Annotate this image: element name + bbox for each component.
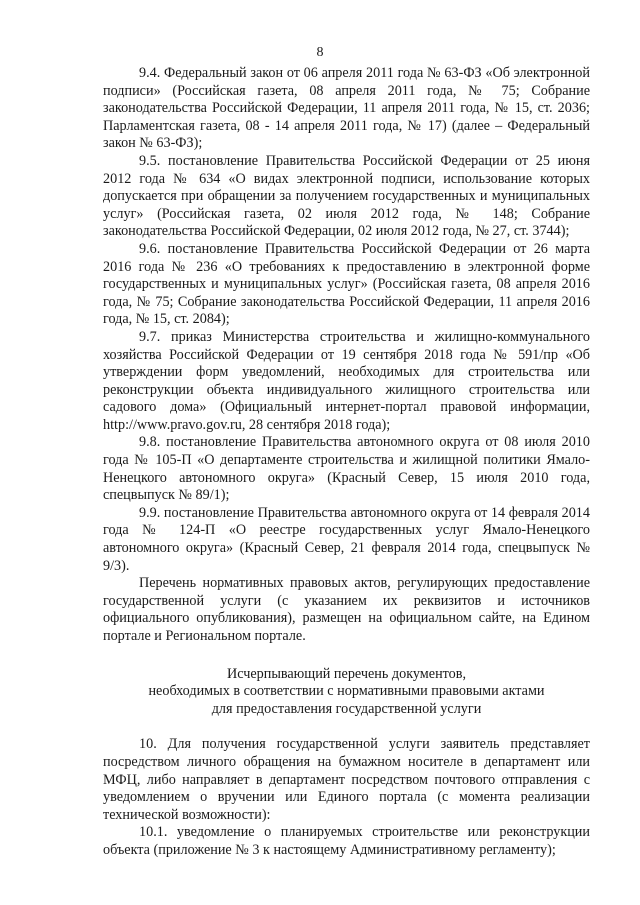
section-heading <box>103 666 590 719</box>
page-number: 8 <box>316 45 324 60</box>
clause-10-1: 10.1. уведомление о планируемых строительстве или реконструкции объекта (приложение № 3 к настоящему Административному регламенту); <box>103 824 590 858</box>
clause-9-7: 9.7. приказ Министерства строительства и жилищно-коммунального хозяйства Российской Федерации от 19 сентября 2018 года № 591/пр «Об утверждении форм уведомлений, необходимых для строительства или реконструкции объекта индивидуального жилищного строительства или садового дома» (Официальный интернет-портал правовой информации, http://www.pravo.gov.ru, 28 сентября 2018 года); <box>103 328 590 433</box>
clause-9-8: 9.8. постановление Правительства автономного округа от 08 июля 2010 года № 105-П «О департаменте строительства и жилищной политики Ямало-Ненецкого автономного округа» (Красный Север, 15 июля 2010 года, спецвыпуск № 89/1); <box>103 434 590 504</box>
clause-10: 10. Для получения государственной услуги заявитель представляет посредством личного обращения на бумажном носителе в департамент или МФЦ, либо направляет в департамент посредством почтового отправления с уведомлением о вручении или Единого портала (с момента реализации технической возможности): <box>103 736 590 823</box>
document-body <box>103 65 590 860</box>
clause-9-5: 9.5. постановление Правительства Российской Федерации от 25 июня 2012 года № 634 «О видах электронной подписи, использование которых допускается при обращении за получением государственных и муниципальных услуг» (Российская газета, 02 июля 2012 года, № 148; Собрание законодательства Российской Федерации, 02 июля 2012 года, № 27, ст. 3744); <box>103 152 590 240</box>
clause-9-4: 9.4. Федеральный закон от 06 апреля 2011 года № 63-ФЗ «Об электронной подписи» (Российская газета, 08 апреля 2011 года, № 75; Собрание законодательства Российской Федерации, 11 апреля 2011 года, № 15, ст. 2036; Парламентская газета, 08 - 14 апреля 2011 года, № 17) (далее – Федеральный закон № 63-ФЗ); <box>103 65 590 152</box>
section-heading-line-3: для предоставления государственной услуги <box>211 700 482 717</box>
clause-9-9: 9.9. постановление Правительства автономного округа от 14 февраля 2014 года № 124-П «О реестре государственных услуг Ямало-Ненецкого автономного округа» (Красный Север, 21 февраля 2014 года, спецвыпуск № 9/3). <box>103 504 590 574</box>
section-heading-line-1: Исчерпывающий перечень документов, <box>226 665 467 682</box>
legal-acts-note: Перечень нормативных правовых актов, регулирующих предоставление государственной услуги (с указанием их реквизитов и источников официального опубликования), размещен на официальном сайте, на Едином портале и Региональном портале. <box>103 575 590 644</box>
section-heading-line-2: необходимых в соответствии с нормативными правовыми актами <box>148 683 545 700</box>
clause-9-6: 9.6. постановление Правительства Российской Федерации от 26 марта 2016 года № 236 «О требованиях к предоставлению в электронной форме государственных и муниципальных услуг» (Российская газета, 08 апреля 2016 года, № 75; Собрание законодательства Российской Федерации, 11 апреля 2016 года, № 15, ст. 2084); <box>103 240 590 328</box>
